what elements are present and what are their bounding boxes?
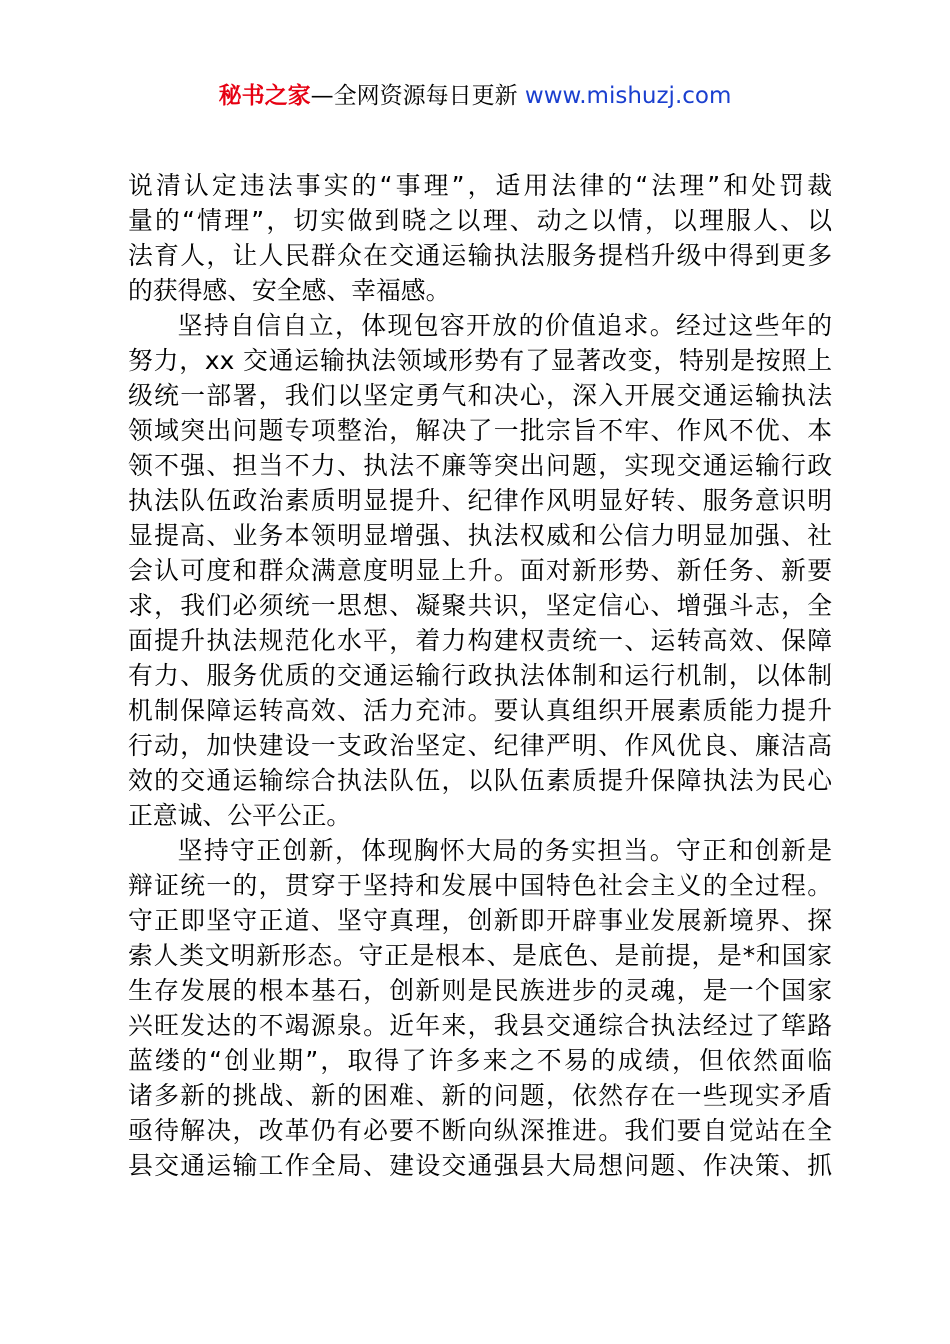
text-line: 兴旺发达的不竭源泉。近年来，我县交通综合执法经过了筚路 bbox=[128, 1011, 832, 1040]
text-line: 生存发展的根本基石，创新则是民族进步的灵魂，是一个国家 bbox=[128, 976, 832, 1005]
text-line: 索人类文明新形态。守正是根本、是底色、是前提，是*和国家 bbox=[128, 941, 832, 970]
text-line: 坚持守正创新，体现胸怀大局的务实担当。守正和创新是 bbox=[177, 836, 832, 865]
text-line: 辩证统一的，贯穿于坚持和发展中国特色社会主义的全过程。 bbox=[128, 871, 832, 900]
paragraph-1 bbox=[128, 168, 832, 308]
text-line: 会认可度和群众满意度明显上升。面对新形势、新任务、新要 bbox=[128, 556, 832, 585]
text-line: 县交通运输工作全局、建设交通强县大局想问题、作决策、抓 bbox=[128, 1151, 832, 1180]
text-line: 显提高、业务本领明显增强、执法权威和公信力明显加强、社 bbox=[128, 521, 832, 550]
text-line: 正意诚、公平公正。 bbox=[128, 801, 352, 830]
text-line: 亟待解决，改革仍有必要不断向纵深推进。我们要自觉站在全 bbox=[128, 1116, 832, 1145]
text-line: 领域突出问题专项整治，解决了一批宗旨不牢、作风不优、本 bbox=[128, 416, 832, 445]
paragraph-2 bbox=[128, 308, 832, 833]
text-line: 效的交通运输综合执法队伍，以队伍素质提升保障执法为民心 bbox=[128, 766, 832, 795]
text-line: 机制保障运转高效、活力充沛。要认真组织开展素质能力提升 bbox=[128, 696, 832, 725]
site-brand: 秘书之家 bbox=[218, 83, 311, 109]
text-line: 求，我们必须统一思想、凝聚共识，坚定信心、增强斗志，全 bbox=[128, 591, 832, 620]
paragraph-3 bbox=[128, 833, 832, 1183]
text-line: 行动，加快建设一支政治坚定、纪律严明、作风优良、廉洁高 bbox=[128, 731, 832, 760]
text-line: 说清认定违法事实的“事理”，适用法律的“法理”和处罚裁 bbox=[128, 171, 832, 200]
text-line: 有力、服务优质的交通运输行政执法体制和运行机制，以体制 bbox=[128, 661, 832, 690]
site-tagline: —全网资源每日更新 bbox=[310, 83, 525, 109]
text-line: 蓝缕的“创业期”，取得了许多来之不易的成绩，但依然面临 bbox=[128, 1046, 832, 1075]
text-line: 努力，xx 交通运输执法领域形势有了显著改变，特别是按照上 bbox=[128, 346, 832, 375]
text-line: 量的“情理”，切实做到晓之以理、动之以情，以理服人、以 bbox=[128, 206, 832, 235]
text-line: 法育人，让人民群众在交通运输执法服务提档升级中得到更多 bbox=[128, 241, 832, 270]
text-line: 守正即坚守正道、坚守真理，创新即开辟事业发展新境界、探 bbox=[128, 906, 832, 935]
site-url-link[interactable]: www.mishuzj.com bbox=[524, 83, 732, 109]
text-line: 执法队伍政治素质明显提升、纪律作风明显好转、服务意识明 bbox=[128, 486, 832, 515]
text-line: 坚持自信自立，体现包容开放的价值追求。经过这些年的 bbox=[177, 311, 832, 340]
text-line: 级统一部署，我们以坚定勇气和决心，深入开展交通运输执法 bbox=[128, 381, 832, 410]
site-header bbox=[0, 80, 950, 112]
text-line: 面提升执法规范化水平，着力构建权责统一、运转高效、保障 bbox=[128, 626, 832, 655]
text-line: 领不强、担当不力、执法不廉等突出问题，实现交通运输行政 bbox=[128, 451, 832, 480]
text-line: 诸多新的挑战、新的困难、新的问题，依然存在一些现实矛盾 bbox=[128, 1081, 832, 1110]
document-body bbox=[128, 168, 832, 1183]
text-line: 的获得感、安全感、幸福感。 bbox=[128, 276, 451, 305]
